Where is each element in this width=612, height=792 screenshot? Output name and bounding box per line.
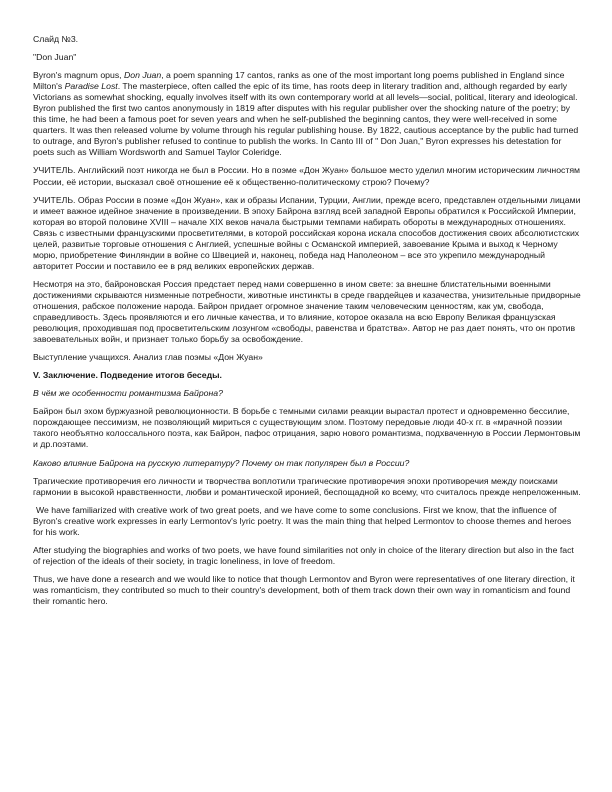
conclusion-heading: V. Заключение. Подведение итогов беседы. xyxy=(33,370,222,381)
question-1: В чём же особенности романтизма Байрона? xyxy=(33,388,223,399)
answer-2: Трагические противоречия его личности и творчества воплотили трагические противоречия эпохи противоречия между поисками гармонии в высокой нравственности, любви и романтической иронией, беспощадной ко всему, что считалось прежде непреложенным. xyxy=(33,475,581,497)
teacher-answer: УЧИТЕЛЬ. Образ России в поэме «Дон Жуан», как и образы Испании, Турции, Англии, прежде всего, представлен отдельными лицами и имеет важное идейное значение в произведении. В эпоху Байрона взгляд всей западной Европы обратился к Российской Империи, которая во второй половине XVIII – начале XIX веков начала быстрыми темпами набирать обороты в международных отношениях. Связь с известными французскими просветителями, в которой российская корона искала способов достижения своих абсолютистских целей, развитые торговые отношения с Англией, успешные войны с Османской империей, завоевание Крыма и выход к Черному морю, приобретение Финляндии в войне со Швецией и, наконец, победа над Наполеоном – все это укрепило международный авторитет России и поставило ее в ряд великих европейских держав. xyxy=(33,194,581,271)
conclusion-en-1: We have familiarized with creative work of two great poets, and we have come to some conclusions. First we know, that the influence of Byron's creative work expresses in early Lermontov's lyric poetry. It was the main thing that helped Lermontov to choose themes and heroes for his work. xyxy=(33,504,572,537)
intro-paragraph-2: Byron published the first two cantos anonymously in 1819 after disputes with his regular publisher over the shocking nature of the poetry; by this time, he had been a famous poet for seven years and when he self-published the beginning cantos, they were well-received in some quarters. It was then released volume by volume through his regular publishing house. By 1822, cautious acceptance by the public had turned to outrage, and Byron's publisher refused to continue to publish the works. In Canto III of " Don Juan," Byron expresses his detestation for poets such as William Wordsworth and Samuel Taylor Coleridge. xyxy=(33,103,579,158)
intro-p1-b: , a poem spanning 17 cantos, ranks as one of the most important long poems published in England since Milton's xyxy=(33,70,565,92)
intro-p1-c: . The masterpiece, often called the epic of its time, has roots deep in literary tradition and, although regarded by early Victorians as somewhat shocking, equally involves itself with its own contemporary world at all levels—social, political, literary and ideological. xyxy=(33,81,578,103)
conclusion-en-2: After studying the biographies and works of two poets, we have found similarities not only in choice of the literary direction but also in the fact of rejection of the ideals of their society, in tragic loneliness, in love of freedom. xyxy=(33,544,574,566)
question-2: Каково влияние Байрона на русскую литературу? Почему он так популярен был в России? xyxy=(33,457,410,468)
slide-title: "Don Juan" xyxy=(33,52,77,63)
conclusion-en-3: Thus, we have done a research and we would like to notice that though Lermontov and Byron were representatives of one literary direction, it was romanticism, they contributed so much to their country's development, both of them track down their own way in romanticism and found their romantic hero. xyxy=(33,573,575,606)
students-speech: Выступление учащихся. Анализ глав поэмы «Дон Жуан» xyxy=(33,352,263,363)
intro-p1-a: Byron's magnum opus, xyxy=(33,70,124,81)
slide-label: Слайд №3. xyxy=(33,34,79,44)
intro-paragraph-1 xyxy=(33,70,582,103)
work-title-paradise-lost: Paradise Lost xyxy=(64,81,118,92)
answer-1: Байрон был эхом буржуазной революционности. В борьбе с темными силами реакции вырастал протест и одновременно бессилие, порождающее пессимизм, не позволяющий мириться с существующим злом. Поэтому передовые люди 40-х гг. в «мрачной поэзии такого необъятно колоссального поэта, как Байрон, пафос отрицания, зарю нового романтизма, подхваченную в России Лермонтовым и др.поэтами. xyxy=(33,406,581,450)
teacher-question: УЧИТЕЛЬ. Английский поэт никогда не был в России. Но в поэме «Дон Жуан» большое место уделил многим историческим личностям России, её истории, высказал своё отношение её к общественно-политическому строю? Почему? xyxy=(33,165,581,187)
despite-paragraph: Несмотря на это, байроновская Россия предстает перед нами совершенно в ином свете: за внешне блистательными военными достижениями скрываются низменные потребности, животные инстинкты в среде гвардейцев и казачества, унизительные придворные отношения, рабское положение народа. Байрон придает огромное значение таким человеческим ценностям, как ум, свобода, справедливость. Здесь проявляются и его личные качества, и то влияние, которое оказала на всю Европу Великая французская революция, проходившая под просветительским лозунгом «свободы, равенства и братства». Автор не раз дает понять, что он против завоевательных войн, и признает только борьбу за освобождение. xyxy=(33,278,581,345)
work-title-don-juan: Don Juan xyxy=(124,70,162,81)
